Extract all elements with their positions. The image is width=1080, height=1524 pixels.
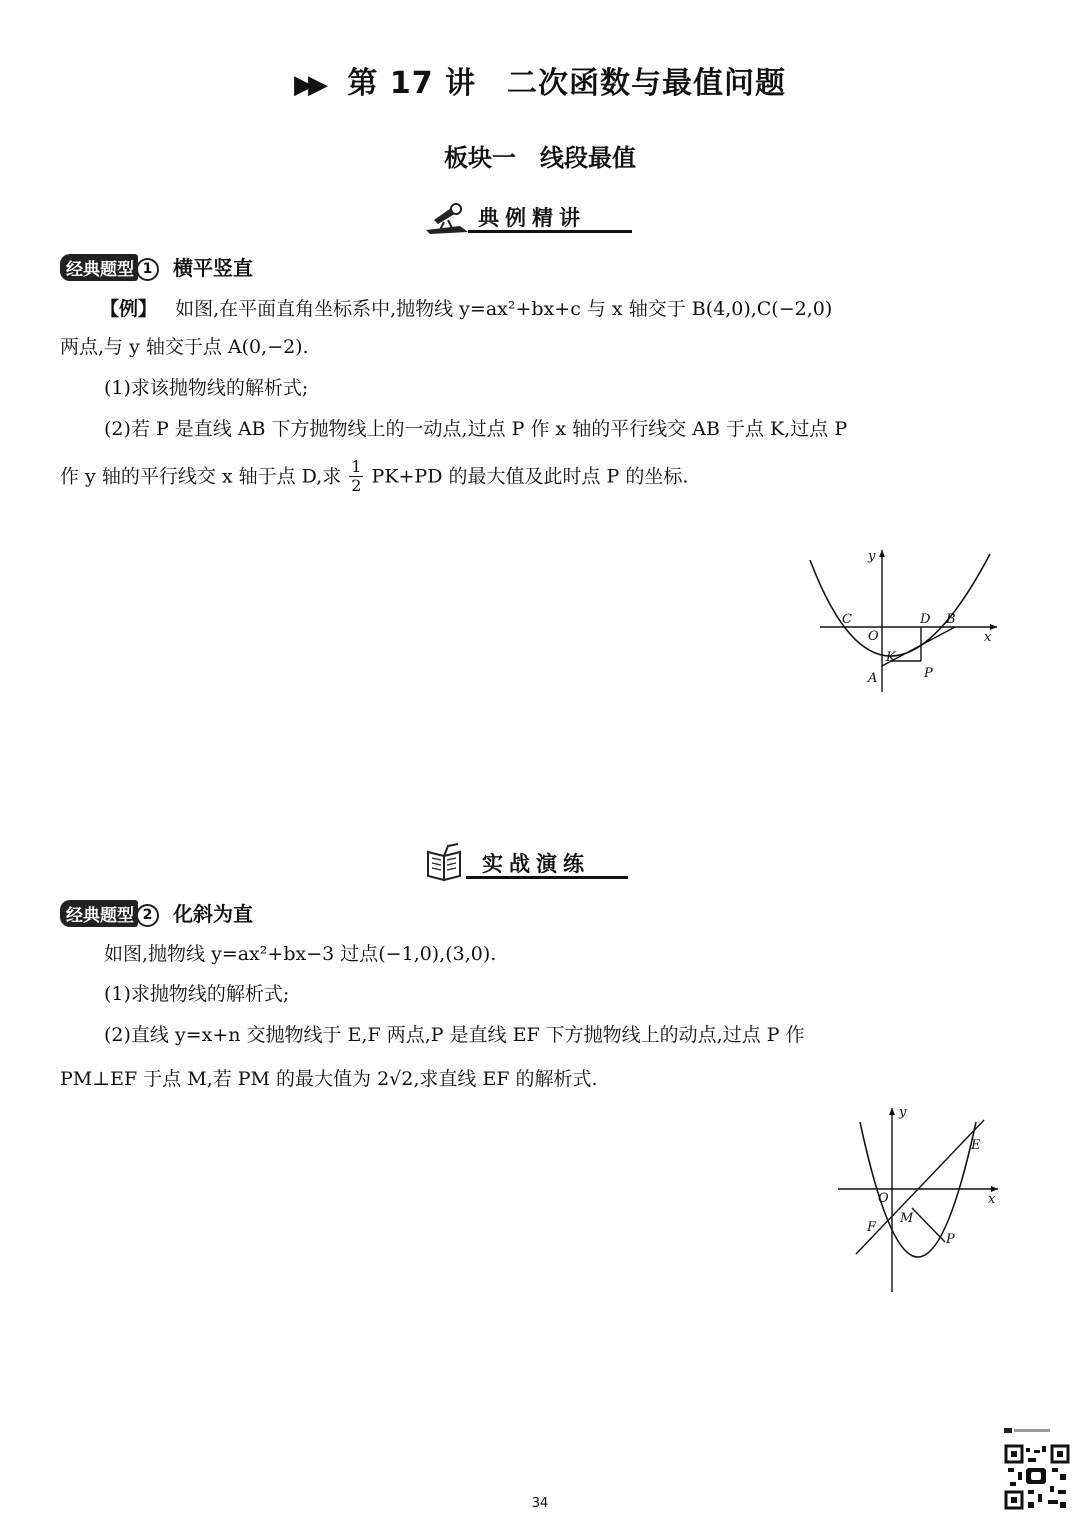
fraction bbox=[349, 458, 363, 495]
fig2-label-F: F bbox=[867, 1220, 877, 1235]
problem1-line2: 两点,与 y 轴交于点 A(0,−2). bbox=[60, 336, 309, 358]
problem1-line5 bbox=[60, 458, 688, 508]
problem1-text-5a: 作 y 轴的平行线交 x 轴于点 D,求 bbox=[60, 465, 342, 488]
page-number: 34 bbox=[531, 1496, 549, 1511]
problem1-line4: (2)若 P 是直线 AB 下方抛物线上的一动点,过点 P 作 x 轴的平行线交 AB 于点 K,过点 P bbox=[104, 418, 848, 440]
practice-section-label: 实战演练 bbox=[482, 852, 590, 876]
fig2-label-P: P bbox=[946, 1232, 955, 1247]
section-underline bbox=[468, 230, 632, 233]
problem2-line1: 如图,抛物线 y=ax²+bx−3 过点(−1,0),(3,0). bbox=[104, 943, 497, 965]
fig2-label-x: x bbox=[988, 1192, 996, 1207]
problem1-figure bbox=[800, 540, 1010, 700]
lecture-title: 第 17 讲 二次函数与最值问题 bbox=[347, 66, 787, 101]
problem1-text-1: 如图,在平面直角坐标系中,抛物线 y=ax²+bx+c 与 x 轴交于 B(4,0),C(−2,0) bbox=[175, 298, 833, 320]
problem1-text-5b: PK+PD 的最大值及此时点 P 的坐标. bbox=[371, 465, 689, 488]
page-title bbox=[0, 58, 1080, 102]
section-subtitle: 板块一 线段最值 bbox=[444, 144, 636, 172]
fraction-numerator: 1 bbox=[351, 457, 362, 476]
fig1-label-B: B bbox=[946, 612, 956, 627]
problem1-line3: (1)求该抛物线的解析式; bbox=[104, 377, 309, 399]
problem2-line4: PM⊥EF 于点 M,若 PM 的最大值为 2√2,求直线 EF 的解析式. bbox=[60, 1068, 598, 1090]
fig1-label-P: P bbox=[924, 666, 933, 681]
problem-type-tag bbox=[60, 898, 253, 927]
double-arrow-icon: ▶▶ bbox=[293, 70, 322, 100]
problem-type-tag bbox=[60, 252, 253, 281]
fig2-label-M: M bbox=[900, 1211, 914, 1226]
book-icon bbox=[424, 842, 468, 882]
problem2-figure bbox=[830, 1100, 1010, 1300]
fig1-label-K: K bbox=[886, 650, 896, 665]
fig1-label-C: C bbox=[842, 612, 852, 627]
examples-section-header bbox=[420, 196, 632, 240]
problem2-line2: (1)求抛物线的解析式; bbox=[104, 983, 290, 1005]
fig1-label-A: A bbox=[868, 671, 878, 686]
tag-number: 1 bbox=[136, 258, 159, 281]
fig1-label-D: D bbox=[920, 612, 931, 627]
fig1-label-O: O bbox=[868, 629, 879, 644]
section-underline bbox=[466, 876, 628, 879]
practice-section-header bbox=[424, 842, 628, 886]
fig2-label-O: O bbox=[878, 1191, 889, 1206]
problem2-line3: (2)直线 y=x+n 交抛物线于 E,F 两点,P 是直线 EF 下方抛物线上的动点,过点 P 作 bbox=[104, 1024, 805, 1046]
fig2-label-y: y bbox=[899, 1105, 907, 1120]
tag-number: 2 bbox=[136, 904, 159, 927]
tag-pill: 经典题型 bbox=[60, 900, 138, 927]
fraction-denominator: 2 bbox=[351, 476, 362, 495]
tag-name: 化斜为直 bbox=[173, 902, 253, 926]
fig1-label-x: x bbox=[984, 630, 992, 645]
fig2-label-E: E bbox=[971, 1138, 981, 1153]
example-marker: 【例】 bbox=[100, 298, 158, 320]
tag-pill: 经典题型 bbox=[60, 254, 138, 281]
fig1-label-y: y bbox=[868, 549, 876, 564]
tag-name: 横平竖直 bbox=[173, 256, 253, 280]
examples-section-label: 典例精讲 bbox=[478, 206, 586, 230]
problem1-line1 bbox=[100, 296, 832, 322]
